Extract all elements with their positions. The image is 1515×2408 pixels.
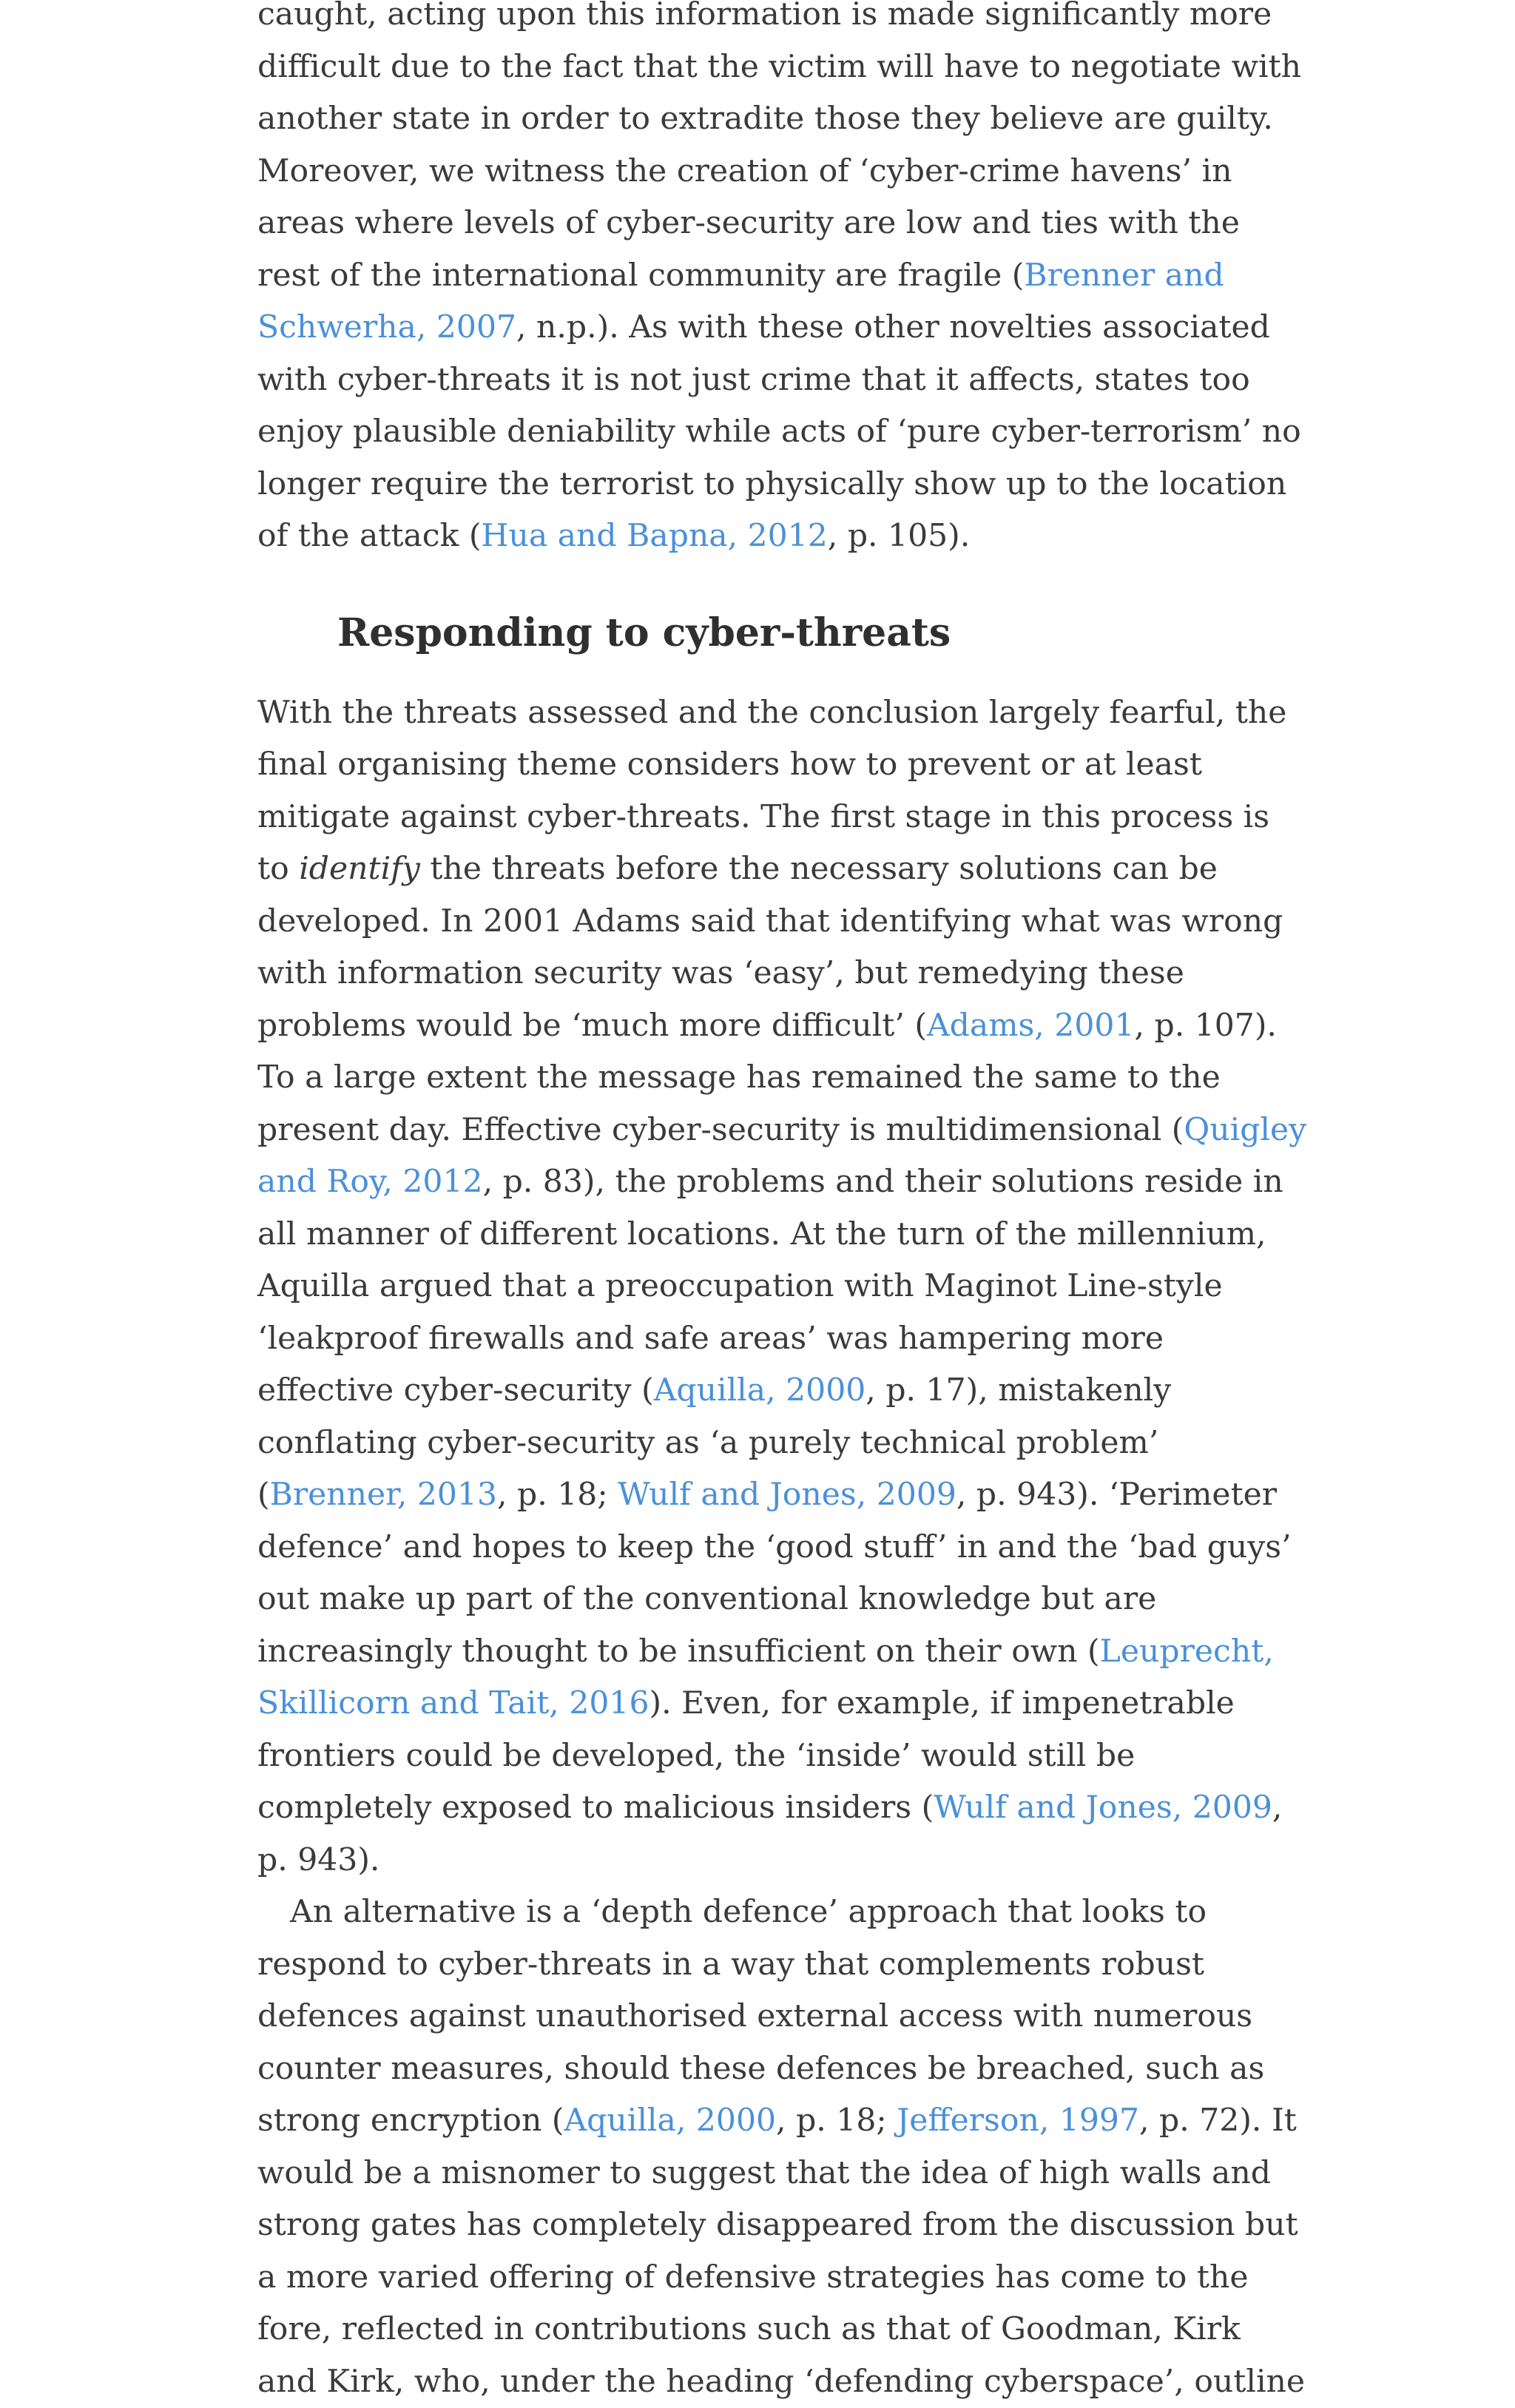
citation-link[interactable]: Brenner, 2013 [269, 1477, 498, 1513]
paragraph-responding [257, 687, 1308, 1887]
section-heading: Responding to cyber-threats [337, 610, 951, 655]
citation-link[interactable]: Hua and Bapna, 2012 [481, 518, 828, 554]
paragraph-text: , p. 83), the problems and their solutions reside in all manner of different locations. At the turn of the millennium, Aquilla argued that a preoccupation with Maginot Line-style ‘leakproof firewalls and safe areas’ was hampering more effective cyber-security ( [257, 1164, 1283, 1409]
emphasis-text: identify [299, 851, 420, 887]
citation-link[interactable]: Wulf and Jones, 2009 [618, 1477, 956, 1513]
paragraph-text: , p. 943). [257, 1790, 1283, 1878]
citation-link[interactable]: Adams, 2001 [926, 1007, 1135, 1044]
paragraph-text: caught, acting upon this information is made significantly more difficult due to the fact that the victim will have to negotiate with another state in order to extradite those they believe are guilty. Moreover, we witness the creation of ‘cyber-crime havens’ in areas where levels of cyber-security are low and ties with the rest of the international community are fragile ( [257, 0, 1302, 294]
paragraph-text: , p. 107). To a large extent the message has remained the same to the present day. Effective cyber-security is multidimensional ( [257, 1007, 1277, 1148]
paragraph-text: , p. 72). It would be a misnomer to suggest that the idea of high walls and strong gates has completely disappeared from the discussion but a more varied offering of defensive strategies has come to the fore, reflected in contributions such as that of Goodman, Kirk and Kirk, who, under the heading ‘defending cyberspace’, outline [257, 2102, 1306, 2400]
paragraph-text: An alternative is a ‘depth defence’ approach that looks to respond to cyber-threats in a way that complements robust defences against unauthorised external access with numerous counter measures, should these defences be breached, such as strong encryption ( [257, 1894, 1265, 2139]
citation-link[interactable]: Aquilla, 2000 [564, 2102, 777, 2139]
paragraph-cybercrime-havens [257, 0, 1308, 563]
paragraph-text: With the threats assessed and the conclusion largely fearful, the final organising theme considers how to prevent or at least mitigate against cyber-threats. The first stage in this process is to [257, 694, 1287, 887]
article-column [257, 0, 1308, 2408]
citation-link[interactable]: Quigley and Roy, 2012 [257, 1111, 1307, 1200]
citation-link[interactable]: Jefferson, 1997 [897, 2102, 1140, 2139]
citation-link[interactable]: Aquilla, 2000 [653, 1372, 866, 1409]
paragraph-depth-defence [257, 1886, 1308, 2408]
citation-link[interactable]: Brenner and Schwerha, 2007 [257, 257, 1224, 345]
paragraph-text: ). Even, for example, if impenetrable frontiers could be developed, the ‘inside’ would still be completely exposed to malicious insiders ( [257, 1685, 1235, 1826]
paragraph-text: , p. 17), mistakenly conflating cyber-security as ‘a purely technical problem’ ( [257, 1372, 1172, 1513]
paragraph-text: , p. 105). [827, 518, 971, 554]
citation-link[interactable]: Wulf and Jones, 2009 [934, 1790, 1272, 1826]
paragraph-text: the threats before the necessary solutions can be developed. In 2001 Adams said that identifying what was wrong with information security was ‘easy’, but remedying these problems would be ‘much more difficult’ ( [257, 851, 1283, 1044]
citation-link[interactable]: Leuprecht, Skillicorn and Tait, 2016 [257, 1633, 1274, 1721]
paragraph-text: , p. 943). ‘Perimeter defence’ and hopes to keep the ‘good stuff’ in and the ‘bad guys’ out make up part of the conventional knowledge but are increasingly thought to be insufficient on their own ( [257, 1477, 1292, 1670]
paragraph-text: , p. 18; [776, 2102, 897, 2139]
paragraph-text: , n.p.). As with these other novelties associated with cyber-threats it is not just crime that it affects, states too enjoy plausible deniability while acts of ‘pure cyber-terrorism’ no longer require the terrorist to physically show up to the location of the attack ( [257, 309, 1301, 554]
paragraph-text: , p. 18; [497, 1477, 618, 1513]
